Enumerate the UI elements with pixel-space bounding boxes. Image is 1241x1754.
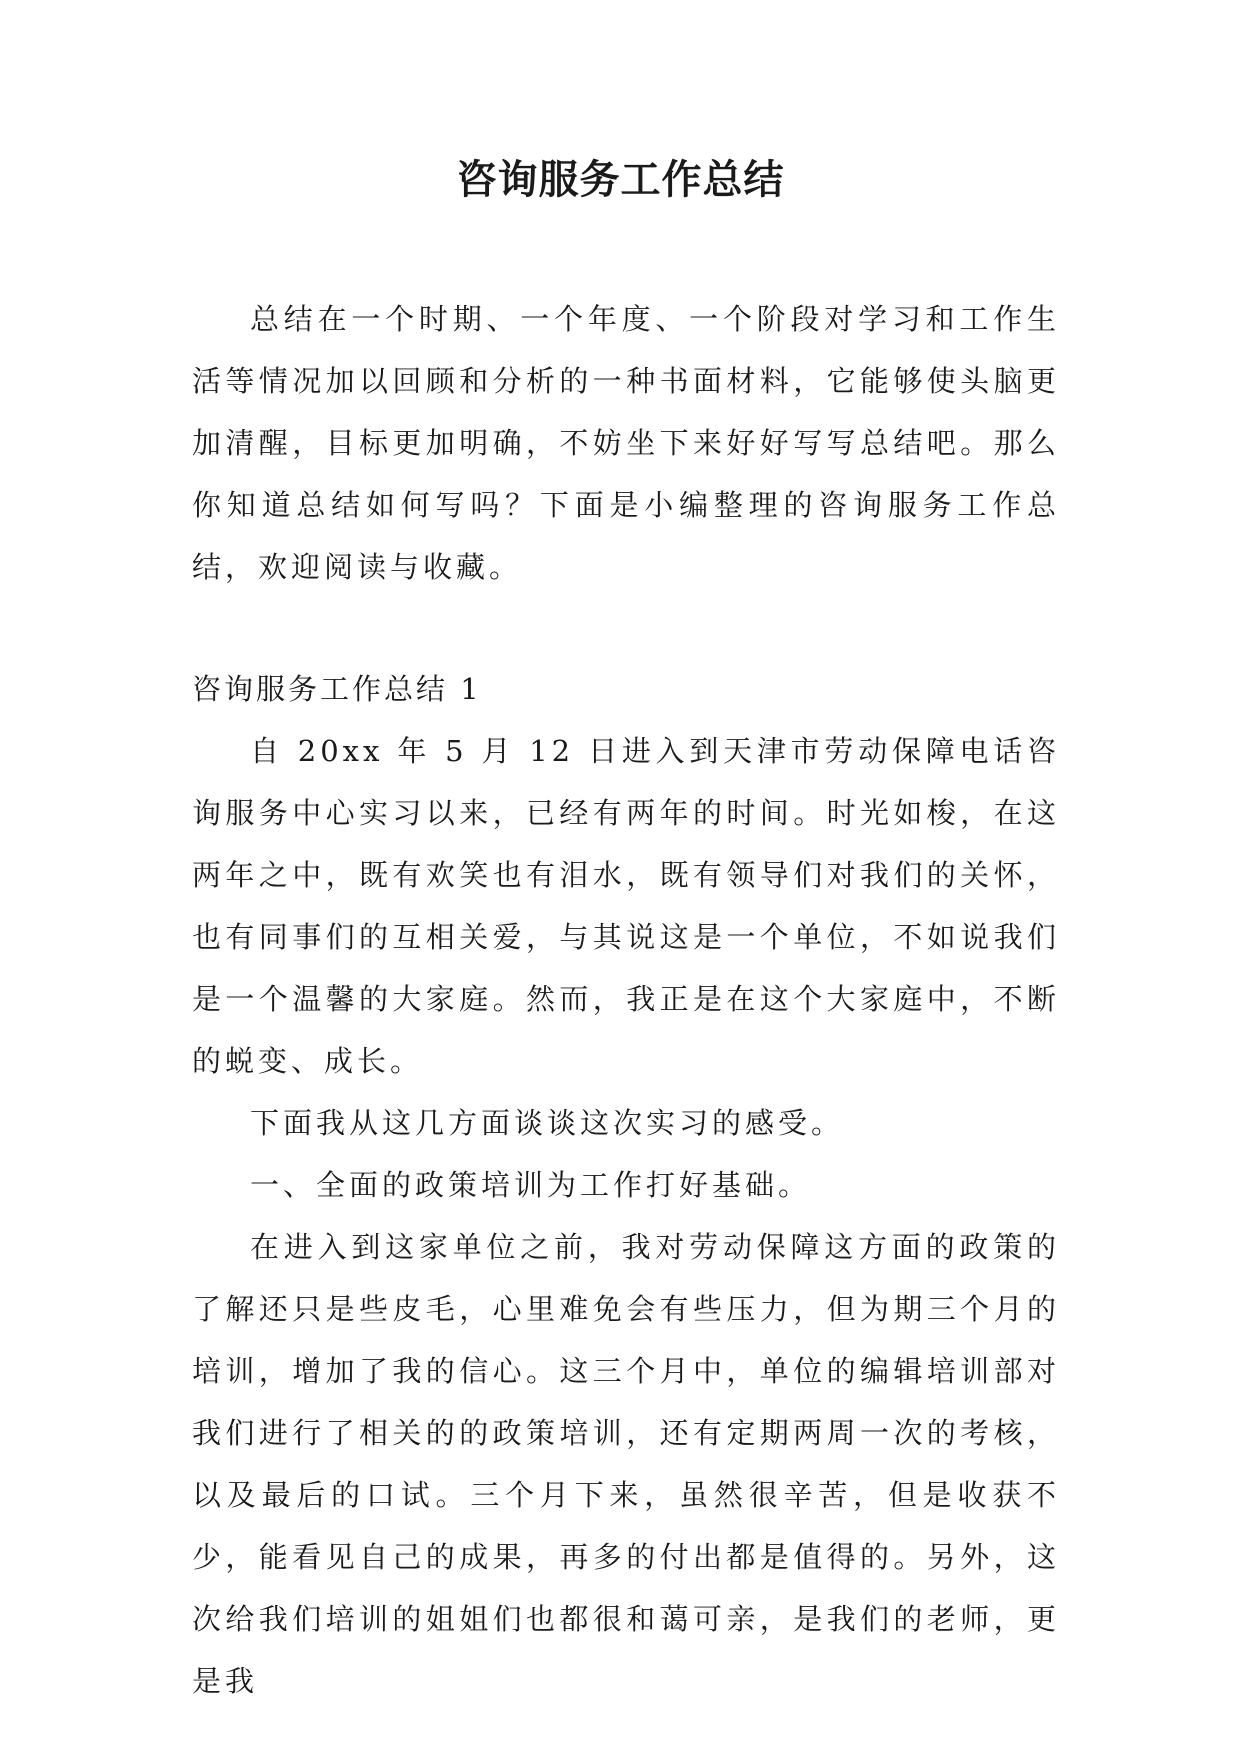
body-paragraph: 自 20xx 年 5 月 12 日进入到天津市劳动保障电话咨询服务中心实习以来，已经有两年的时间。时光如梭，在这两年之中，既有欢笑也有泪水，既有领导们对我们的关怀，也有同事们的互相关爱，与其说这是一个单位，不如说我们是一个温馨的大家庭。然而，我正是在这个大家庭中，不断的蜕变、成长。 bbox=[192, 734, 1060, 1078]
body-paragraph: 在进入到这家单位之前，我对劳动保障这方面的政策的了解还只是些皮毛，心里难免会有些压力，但为期三个月的培训，增加了我的信心。这三个月中，单位的编辑培训部对我们进行了相关的的政策培训，还有定期两周一次的考核，以及最后的口试。三个月下来，虽然很辛苦，但是收获不少，能看见自己的成果，再多的付出都是值得的。另外，这次给我们培训的姐姐们也都很和蔼可亲，是我们的老师，更是我 bbox=[192, 1230, 1060, 1698]
section-heading: 咨询服务工作总结 1 bbox=[192, 672, 482, 706]
page-title: 咨询服务工作总结 bbox=[456, 156, 785, 203]
section-spacer bbox=[192, 598, 1060, 658]
body-paragraph: 下面我从这几方面谈谈这次实习的感受。 bbox=[250, 1106, 845, 1140]
document-body bbox=[192, 288, 1060, 1712]
body-paragraph: 一、全面的政策培训为工作打好基础。 bbox=[250, 1168, 812, 1202]
intro-paragraph: 总结在一个时期、一个年度、一个阶段对学习和工作生活等情况加以回顾和分析的一种书面材料，它能够使头脑更加清醒，目标更加明确，不妨坐下来好好写写总结吧。那么你知道总结如何写吗？下面是小编整理的咨询服务工作总结，欢迎阅读与收藏。 bbox=[192, 302, 1060, 584]
